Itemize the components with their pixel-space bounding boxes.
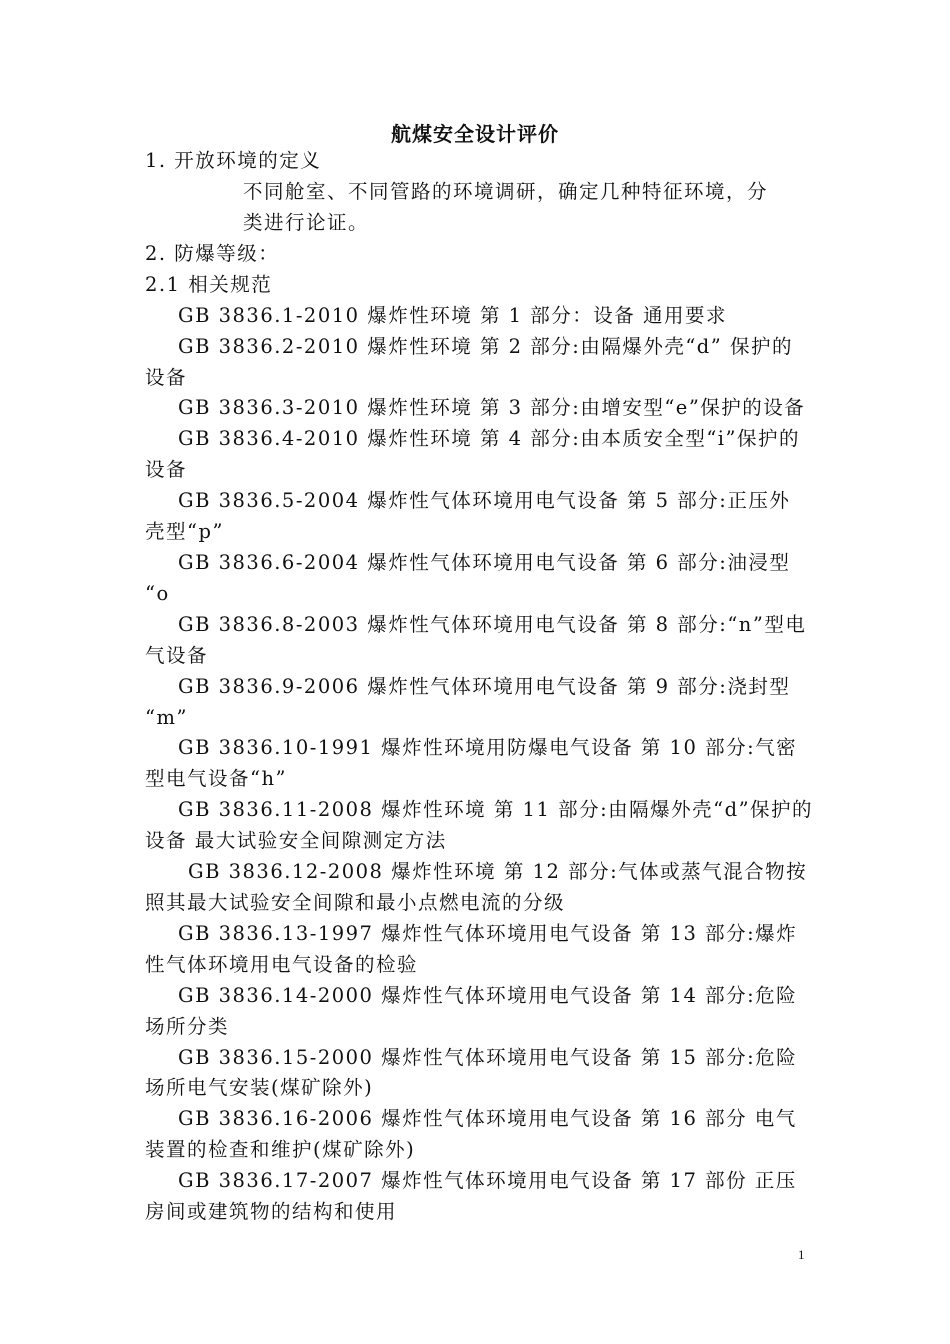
standard-item-line-2: 设备 [145, 366, 188, 389]
standard-item-line-1: GB 3836.6-2004 爆炸性气体环境用电气设备 第 6 部分:油浸型 [178, 551, 791, 574]
document-title: 航煤安全设计评价 [391, 122, 559, 146]
standard-item-line-2: 壳型“p” [145, 520, 224, 543]
standard-item-line-2: 场所电气安装(煤矿除外) [145, 1076, 374, 1099]
section-1-heading: 1. 开放环境的定义 [145, 149, 322, 172]
page-number: 1 [798, 1247, 805, 1262]
standard-item-line-2: 装置的检查和维护(煤矿除外) [145, 1138, 416, 1161]
standard-item-line-1: GB 3836.11-2008 爆炸性环境 第 11 部分:由隔爆外壳“d”保护的 [178, 798, 814, 821]
section-2-heading: 2. 防爆等级： [145, 242, 280, 265]
standard-item-line-2: 性气体环境用电气设备的检验 [145, 953, 419, 976]
standard-item-line-2: 设备 最大试验安全间隙测定方法 [145, 829, 447, 852]
standard-item-line-1: GB 3836.8-2003 爆炸性气体环境用电气设备 第 8 部分:“n”型电 [178, 613, 807, 636]
standard-item-line-1: GB 3836.4-2010 爆炸性环境 第 4 部分:由本质安全型“i”保护的 [178, 427, 800, 450]
standard-item-line-1: GB 3836.17-2007 爆炸性气体环境用电气设备 第 17 部份 正压 [178, 1169, 797, 1192]
standard-item-line-1: GB 3836.1-2010 爆炸性环境 第 1 部分：设备 通用要求 [178, 304, 727, 327]
standard-item-line-1: GB 3836.14-2000 爆炸性气体环境用电气设备 第 14 部分:危险 [178, 984, 798, 1007]
standard-item-line-1: GB 3836.13-1997 爆炸性气体环境用电气设备 第 13 部分:爆炸 [178, 922, 798, 945]
section-1-body-line-2: 类进行论证。 [243, 211, 370, 234]
standard-item-line-2: 房间或建筑物的结构和使用 [145, 1200, 398, 1223]
standard-item-line-2: 设备 [145, 458, 188, 481]
section-2-1-heading: 2.1 相关规范 [145, 273, 273, 296]
standard-item-line-1: GB 3836.16-2006 爆炸性气体环境用电气设备 第 16 部分 电气 [178, 1107, 797, 1130]
standard-item-line-2: 场所分类 [145, 1015, 230, 1038]
standard-item-line-1: GB 3836.5-2004 爆炸性气体环境用电气设备 第 5 部分:正压外 [178, 489, 791, 512]
standard-item-line-2: “o [145, 582, 170, 605]
standard-item-line-1: GB 3836.9-2006 爆炸性气体环境用电气设备 第 9 部分:浇封型 [178, 675, 791, 698]
standard-item-line-1: GB 3836.15-2000 爆炸性气体环境用电气设备 第 15 部分:危险 [178, 1046, 798, 1069]
standard-item-line-1: GB 3836.10-1991 爆炸性环境用防爆电气设备 第 10 部分:气密 [178, 736, 798, 759]
standard-item-line-2: “m” [145, 706, 188, 729]
standard-item-line-1: GB 3836.2-2010 爆炸性环境 第 2 部分:由隔爆外壳“d” 保护的 [178, 335, 793, 358]
section-1-body-line-1: 不同舱室、不同管路的环境调研，确定几种特征环境，分 [243, 180, 769, 203]
standard-item-line-2: 照其最大试验安全间隙和最小点燃电流的分级 [145, 891, 566, 914]
standard-item-line-1: GB 3836.12-2008 爆炸性环境 第 12 部分:气体或蒸气混合物按 [188, 860, 808, 883]
standard-item-line-2: 型电气设备“h” [145, 767, 287, 790]
standard-item-line-2: 气设备 [145, 644, 209, 667]
standard-item-line-1: GB 3836.3-2010 爆炸性环境 第 3 部分:由增安型“e”保护的设备 [178, 396, 806, 419]
